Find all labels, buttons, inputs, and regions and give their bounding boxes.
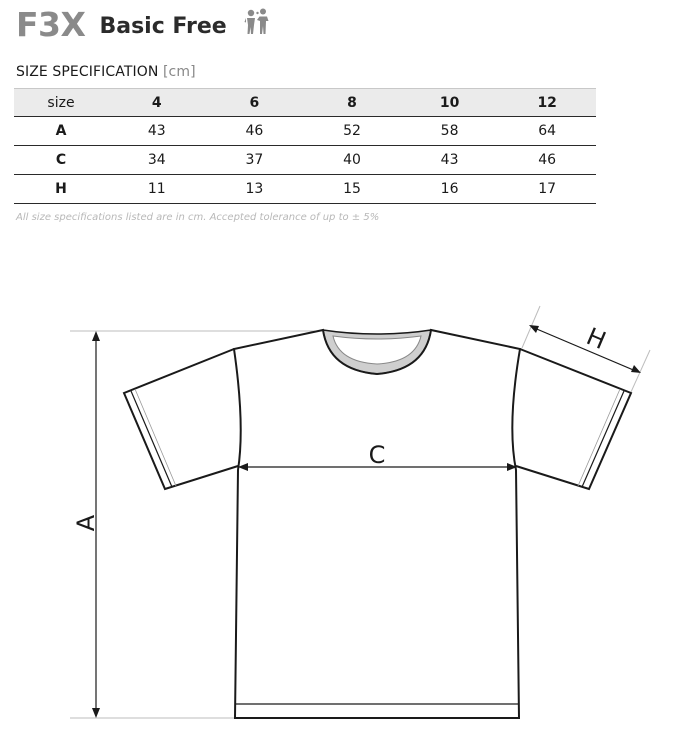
tolerance-note: All size specifications listed are in cm. Accepted tolerance of up to ± 5%: [16, 212, 380, 223]
table-header-row: [14, 89, 596, 117]
tshirt-measurement-diagram: [0, 290, 694, 735]
left-sleeve: [124, 349, 238, 489]
right-sleeve-hem-2: [578, 389, 620, 486]
column-header: 12: [498, 89, 596, 117]
column-header: 8: [303, 89, 401, 117]
product-name: Basic Free: [99, 13, 227, 39]
measure-a-arrow-bottom: [92, 708, 100, 718]
table-cell: 34: [108, 146, 206, 175]
table-cell: 58: [401, 117, 499, 146]
column-header: 6: [206, 89, 304, 117]
row-label: A: [14, 117, 108, 146]
row-label: H: [14, 175, 108, 204]
size-table: [14, 88, 596, 204]
table-cell: 43: [401, 146, 499, 175]
left-sleeve-hem: [131, 391, 172, 487]
measure-c-label: C: [368, 441, 386, 469]
measure-a-arrow-top: [92, 331, 100, 341]
tshirt-body: [234, 330, 520, 718]
column-header: 4: [108, 89, 206, 117]
table-cell: 46: [206, 117, 304, 146]
column-header: size: [14, 89, 108, 117]
table-cell: 43: [108, 117, 206, 146]
measure-h-label: H: [582, 322, 610, 356]
product-header: [16, 4, 271, 44]
spec-unit: [cm]: [162, 64, 196, 80]
table-row: [14, 117, 596, 146]
table-cell: 46: [498, 146, 596, 175]
right-sleeve-hem: [582, 391, 624, 487]
measure-a-label: A: [72, 514, 100, 532]
product-code: F3X: [16, 4, 86, 44]
table-cell: 64: [498, 117, 596, 146]
table-cell: 13: [206, 175, 304, 204]
spec-heading: [16, 64, 196, 80]
table-cell: 16: [401, 175, 499, 204]
table-cell: 17: [498, 175, 596, 204]
table-row: [14, 146, 596, 175]
table-cell: 40: [303, 146, 401, 175]
table-cell: 52: [303, 117, 401, 146]
row-label: C: [14, 146, 108, 175]
column-header: 10: [401, 89, 499, 117]
table-row: [14, 175, 596, 204]
right-sleeve: [516, 349, 631, 489]
kids-icon: [243, 8, 271, 36]
table-cell: 37: [206, 146, 304, 175]
table-cell: 15: [303, 175, 401, 204]
measure-h-line: [532, 327, 638, 372]
table-cell: 11: [108, 175, 206, 204]
spec-title: SIZE SPECIFICATION: [16, 64, 159, 80]
left-sleeve-hem-2: [135, 389, 176, 486]
measure-h-arrow-right: [631, 365, 641, 373]
